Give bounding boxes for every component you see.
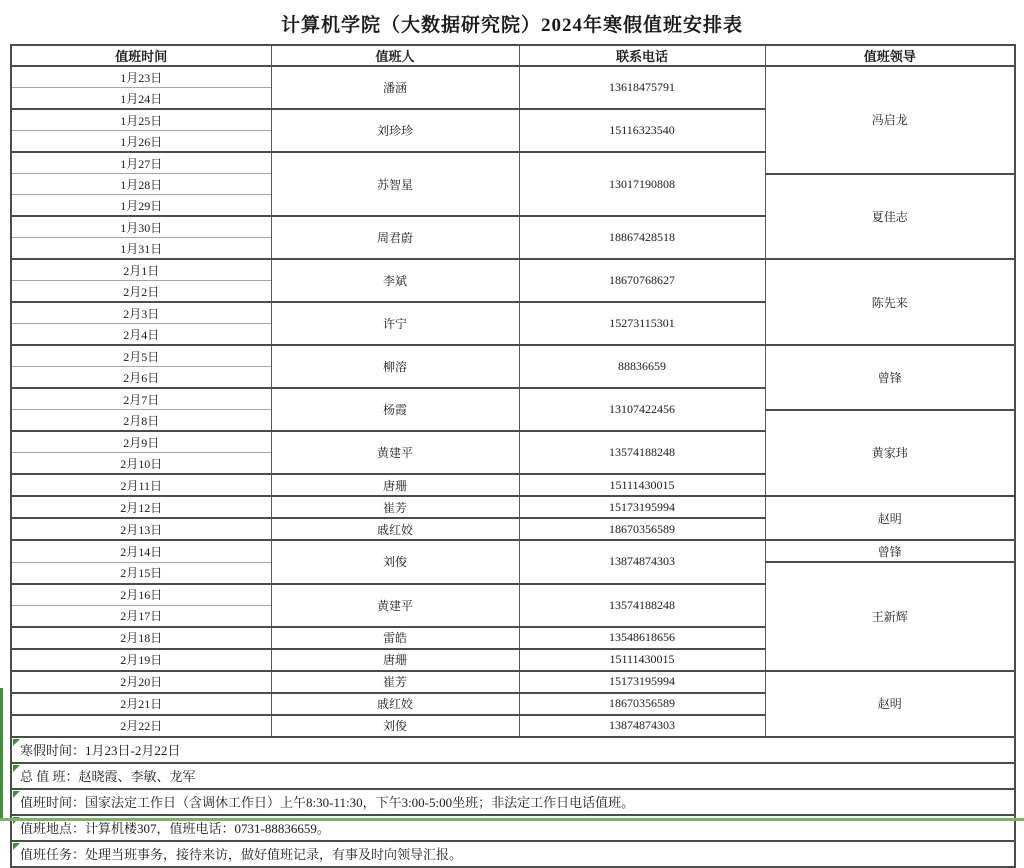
error-indicator-icon	[13, 739, 20, 746]
date-cell: 2月4日	[11, 324, 271, 346]
leader-cell: 黄家玮	[765, 410, 1015, 497]
phone-cell: 13017190808	[519, 152, 765, 216]
table-row	[11, 671, 1015, 693]
leader-cell: 赵明	[765, 671, 1015, 737]
date-cell: 2月9日	[11, 431, 271, 453]
person-cell: 雷皓	[271, 627, 519, 649]
note-text: 值班地点：计算机楼307，值班电话：0731-88836659。	[20, 821, 330, 836]
leader-cell: 夏佳志	[765, 174, 1015, 260]
sheet-left-edge-line	[0, 688, 3, 818]
person-cell: 崔芳	[271, 496, 519, 518]
leader-cell: 王新辉	[765, 562, 1015, 671]
date-cell: 2月13日	[11, 518, 271, 540]
person-cell: 戚红姣	[271, 693, 519, 715]
phone-cell: 13874874303	[519, 715, 765, 737]
table-row	[11, 259, 1015, 281]
phone-cell: 15111430015	[519, 649, 765, 671]
person-cell: 苏智星	[271, 152, 519, 216]
note-text: 总 值 班：赵晓霞、李敏、龙军	[20, 769, 196, 784]
person-cell: 杨霞	[271, 388, 519, 431]
person-cell: 周君蔚	[271, 216, 519, 259]
date-cell: 2月6日	[11, 367, 271, 389]
column-header-duty-person: 值班人	[271, 45, 519, 66]
note-cell	[11, 763, 1015, 789]
date-cell: 1月25日	[11, 109, 271, 131]
note-cell	[11, 841, 1015, 867]
date-cell: 1月29日	[11, 195, 271, 217]
table-row	[11, 66, 1015, 88]
phone-cell: 15173195994	[519, 496, 765, 518]
leader-cell: 陈先来	[765, 259, 1015, 345]
person-cell: 戚红姣	[271, 518, 519, 540]
phone-cell: 13574188248	[519, 431, 765, 474]
person-cell: 刘俊	[271, 540, 519, 584]
leader-cell: 冯启龙	[765, 66, 1015, 174]
date-cell: 2月8日	[11, 410, 271, 432]
duty-schedule-table	[10, 44, 1016, 868]
date-cell: 2月2日	[11, 281, 271, 303]
date-cell: 2月15日	[11, 562, 271, 584]
column-header-duty-time: 值班时间	[11, 45, 271, 66]
date-cell: 2月22日	[11, 715, 271, 737]
note-text: 值班任务：处理当班事务，接待来访，做好值班记录，有事及时向领导汇报。	[20, 847, 463, 862]
person-cell: 唐珊	[271, 474, 519, 496]
page-title: 计算机学院（大数据研究院）2024年寒假值班安排表	[280, 15, 743, 36]
error-indicator-icon	[13, 843, 20, 850]
date-cell: 2月12日	[11, 496, 271, 518]
phone-cell: 15116323540	[519, 109, 765, 152]
note-cell	[11, 737, 1015, 763]
date-cell: 2月17日	[11, 605, 271, 627]
column-header-contact-phone: 联系电话	[519, 45, 765, 66]
person-cell: 刘珍珍	[271, 109, 519, 152]
date-cell: 2月16日	[11, 584, 271, 606]
date-cell: 2月21日	[11, 693, 271, 715]
phone-cell: 18867428518	[519, 216, 765, 259]
column-header-duty-leader: 值班领导	[765, 45, 1015, 66]
phone-cell: 18670356589	[519, 693, 765, 715]
person-cell: 刘俊	[271, 715, 519, 737]
person-cell: 崔芳	[271, 671, 519, 693]
note-row	[11, 737, 1015, 763]
date-cell: 2月7日	[11, 388, 271, 410]
date-cell: 2月20日	[11, 671, 271, 693]
leader-cell: 曾锋	[765, 540, 1015, 562]
phone-cell: 13574188248	[519, 584, 765, 627]
person-cell: 唐珊	[271, 649, 519, 671]
table-row	[11, 540, 1015, 562]
person-cell: 柳溶	[271, 345, 519, 388]
note-cell	[11, 789, 1015, 815]
person-cell: 许宁	[271, 302, 519, 345]
note-text: 值班时间：国家法定工作日（含调休工作日）上午8:30-11:30，下午3:00-5:00坐班；非法定工作日电话值班。	[20, 795, 635, 810]
phone-cell: 13618475791	[519, 66, 765, 109]
note-text: 寒假时间：1月23日-2月22日	[20, 743, 181, 758]
phone-cell: 13874874303	[519, 540, 765, 584]
person-cell: 潘涵	[271, 66, 519, 109]
phone-cell: 88836659	[519, 345, 765, 388]
note-row	[11, 789, 1015, 815]
table-row	[11, 345, 1015, 367]
date-cell: 1月28日	[11, 174, 271, 195]
phone-cell: 18670768627	[519, 259, 765, 302]
date-cell: 2月19日	[11, 649, 271, 671]
date-cell: 1月30日	[11, 216, 271, 238]
date-cell: 1月24日	[11, 88, 271, 110]
phone-cell: 13548618656	[519, 627, 765, 649]
note-row	[11, 763, 1015, 789]
leader-cell: 赵明	[765, 496, 1015, 540]
date-cell: 1月31日	[11, 238, 271, 260]
error-indicator-icon	[13, 765, 20, 772]
date-cell: 2月11日	[11, 474, 271, 496]
phone-cell: 15111430015	[519, 474, 765, 496]
date-cell: 2月3日	[11, 302, 271, 324]
date-cell: 2月18日	[11, 627, 271, 649]
phone-cell: 13107422456	[519, 388, 765, 431]
error-indicator-icon	[13, 791, 20, 798]
date-cell: 1月23日	[11, 66, 271, 88]
date-cell: 2月5日	[11, 345, 271, 367]
date-cell: 2月1日	[11, 259, 271, 281]
date-cell: 1月27日	[11, 152, 271, 174]
phone-cell: 18670356589	[519, 518, 765, 540]
person-cell: 李斌	[271, 259, 519, 302]
sheet-bottom-edge-line	[0, 818, 1024, 821]
phone-cell: 15173195994	[519, 671, 765, 693]
note-row	[11, 841, 1015, 867]
person-cell: 黄建平	[271, 584, 519, 627]
date-cell: 1月26日	[11, 131, 271, 153]
table-row	[11, 496, 1015, 518]
leader-cell: 曾锋	[765, 345, 1015, 410]
date-cell: 2月14日	[11, 540, 271, 562]
header-row	[11, 45, 1015, 66]
person-cell: 黄建平	[271, 431, 519, 474]
phone-cell: 15273115301	[519, 302, 765, 345]
date-cell: 2月10日	[11, 453, 271, 475]
